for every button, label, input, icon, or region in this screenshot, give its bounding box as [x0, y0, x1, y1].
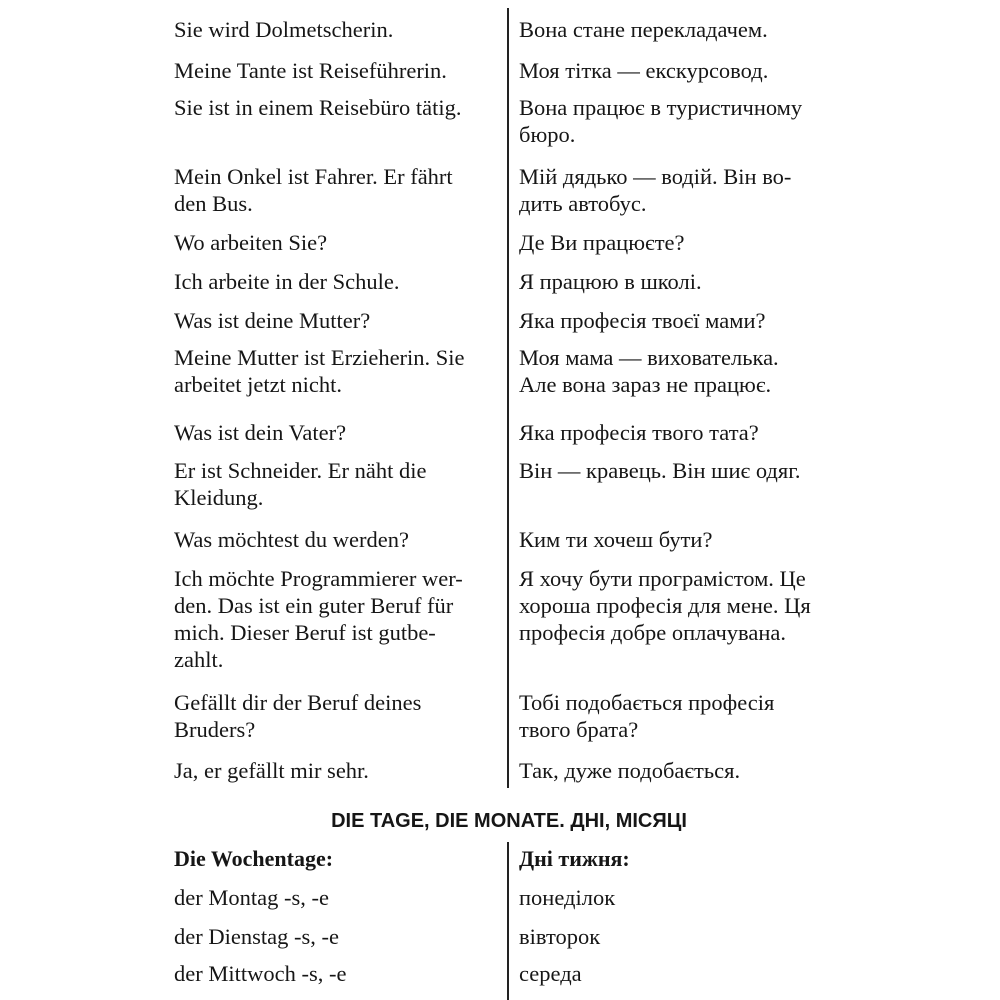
ua-line-2: Моя тітка — екскурсовод. [519, 58, 769, 83]
section-heading: DIE TAGE, DIE MONATE. ДНІ, МІСЯЦІ [331, 810, 687, 832]
ua-line-14: Так, дуже подобається. [519, 758, 741, 783]
weekdays-subheading-ua: Дні тижня: [519, 846, 630, 871]
ua-line-11: Ким ти хочеш бути? [519, 527, 713, 552]
de-line-13: Gefällt dir der Beruf deines Bruders? [174, 690, 422, 742]
de-line-7: Was ist deine Mutter? [174, 308, 371, 333]
weekday-de-1: der Montag -s, -e [174, 885, 329, 910]
de-line-1: Sie wird Dolmetscherin. [174, 17, 394, 42]
de-line-14: Ja, er gefällt mir sehr. [174, 758, 369, 783]
weekday-de-3: der Mittwoch -s, -e [174, 961, 347, 986]
ua-line-3: Вона працює в туристичному бюро. [519, 95, 803, 147]
de-line-8: Meine Mutter ist Erzieherin. Sie arbeitet jetzt nicht. [174, 345, 465, 397]
de-line-2: Meine Tante ist Reiseführerin. [174, 58, 447, 83]
de-line-6: Ich arbeite in der Schule. [174, 269, 400, 294]
weekdays-subheading-de: Die Wochentage: [174, 846, 334, 871]
ua-line-4: Мій дядько — водій. Він во- дить автобус. [519, 164, 792, 216]
de-line-4: Mein Onkel ist Fahrer. Er fährt den Bus. [174, 164, 453, 216]
column-divider-bottom [507, 842, 509, 1000]
de-line-5: Wo arbeiten Sie? [174, 230, 328, 255]
ua-line-8: Моя мама — вихователька. Але вона зараз не працює. [519, 345, 779, 397]
weekday-ua-2: вівторок [519, 924, 601, 949]
ua-line-6: Я працюю в школі. [519, 269, 702, 294]
ua-line-13: Тобі подобається професія твого брата? [519, 690, 775, 742]
ua-line-9: Яка професія твого тата? [519, 420, 759, 445]
ua-line-1: Вона стане перекладачем. [519, 17, 768, 42]
ua-line-7: Яка професія твоєї мами? [519, 308, 766, 333]
ua-line-10: Він — кравець. Він шиє одяг. [519, 458, 801, 483]
weekday-de-2: der Dienstag -s, -e [174, 924, 339, 949]
ua-line-5: Де Ви працюєте? [519, 230, 685, 255]
de-line-11: Was möchtest du werden? [174, 527, 409, 552]
de-line-12: Ich möchte Programmierer wer- den. Das ist ein guter Beruf für mich. Dieser Beruf ist gutbe- zahlt. [174, 566, 463, 672]
de-line-10: Er ist Schneider. Er näht die Kleidung. [174, 458, 427, 510]
weekday-ua-3: середа [519, 961, 582, 986]
column-divider-top [507, 8, 509, 788]
ua-line-12: Я хочу бути програмістом. Це хороша професія для мене. Ця професія добре оплачувана. [519, 566, 811, 645]
de-line-3: Sie ist in einem Reisebüro tätig. [174, 95, 462, 120]
weekday-ua-1: понеділок [519, 885, 616, 910]
de-line-9: Was ist dein Vater? [174, 420, 347, 445]
